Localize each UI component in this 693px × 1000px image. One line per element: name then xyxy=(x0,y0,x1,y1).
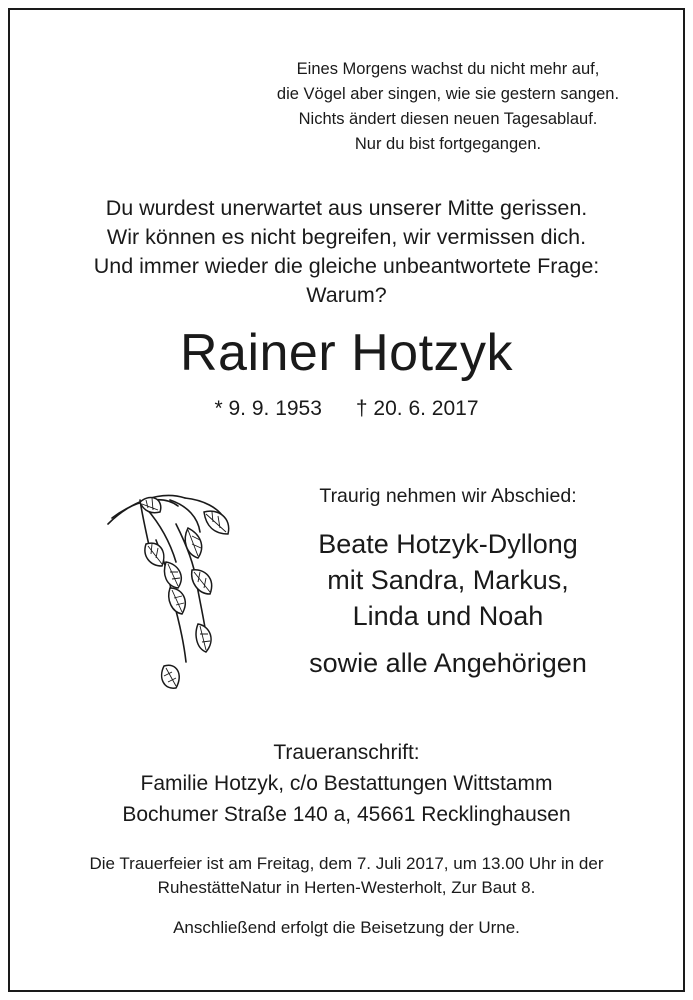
family-line: Linda und Noah xyxy=(352,601,544,631)
poem-line: Eines Morgens wachst du nicht mehr auf, xyxy=(296,60,600,78)
intro-line: Du wurdest unerwartet aus unserer Mitte gerissen. xyxy=(105,196,588,220)
burial-note: Anschließend erfolgt die Beisetzung der Urne. xyxy=(173,918,520,937)
intro-line: Warum? xyxy=(306,283,387,307)
poem-line: Nur du bist fortgegangen. xyxy=(354,135,542,153)
farewell-heading: Traurig nehmen wir Abschied: xyxy=(319,485,577,507)
address-heading: Traueranschrift: xyxy=(273,741,420,764)
life-dates xyxy=(40,394,653,424)
poem-line: die Vögel aber singen, wie sie gestern sangen. xyxy=(276,85,620,103)
mourning-family xyxy=(248,526,648,634)
death-date: † 20. 6. 2017 xyxy=(355,397,479,420)
family-line: mit Sandra, Markus, xyxy=(327,565,569,595)
address-line: Familie Hotzyk, c/o Bestattungen Wittstamm xyxy=(140,772,553,795)
deceased-name: Rainer Hotzyk xyxy=(179,324,514,382)
mourning-address xyxy=(40,737,653,830)
relatives-line: sowie alle Angehörigen xyxy=(309,648,587,678)
poem-line: Nichts ändert diesen neuen Tagesablauf. xyxy=(298,110,598,128)
ceremony-line: Die Trauerfeier ist am Freitag, dem 7. Juli 2017, um 13.00 Uhr in der xyxy=(89,854,604,873)
birch-branch-icon xyxy=(100,484,250,709)
intro-line: Wir können es nicht begreifen, wir vermissen dich. xyxy=(106,225,587,249)
intro-text xyxy=(40,194,653,310)
address-line: Bochumer Straße 140 a, 45661 Recklinghausen xyxy=(122,803,571,826)
intro-line: Und immer wieder die gleiche unbeantwortete Frage: xyxy=(93,254,600,278)
ceremony-info xyxy=(20,852,673,900)
poem-verse xyxy=(248,57,648,157)
birth-date: * 9. 9. 1953 xyxy=(214,397,322,420)
family-line: Beate Hotzyk-Dyllong xyxy=(318,529,578,559)
ceremony-line: RuhestätteNatur in Herten-Westerholt, Zur Baut 8. xyxy=(157,878,536,897)
